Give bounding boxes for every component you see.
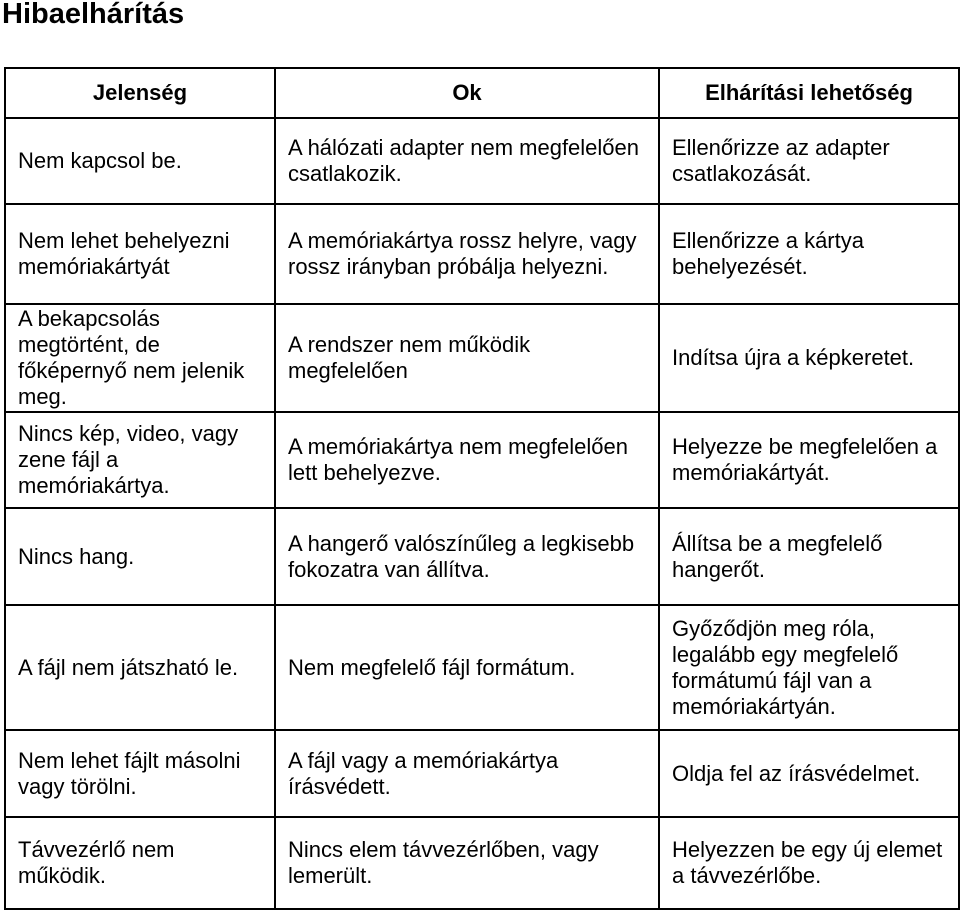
table-row	[5, 730, 959, 817]
solution-cell: Oldja fel az írásvédelmet.	[659, 730, 959, 817]
solution-cell: Győződjön meg róla, legalább egy megfelelő formátumú fájl van a memóriakártyán.	[659, 605, 959, 730]
solution-cell: Állítsa be a megfelelő hangerőt.	[659, 508, 959, 605]
solution-cell: Helyezze be megfelelően a memóriakártyát.	[659, 412, 959, 508]
symptom-cell: Nem lehet fájlt másolni vagy törölni.	[5, 730, 275, 817]
cause-cell: A memóriakártya rossz helyre, vagy rossz irányban próbálja helyezni.	[275, 204, 659, 304]
cause-cell: A fájl vagy a memóriakártya írásvédett.	[275, 730, 659, 817]
symptom-cell: Távvezérlő nem működik.	[5, 817, 275, 909]
troubleshooting-table	[4, 67, 960, 910]
table-row	[5, 605, 959, 730]
header-symptom: Jelenség	[5, 68, 275, 118]
cause-cell: Nincs elem távvezérlőben, vagy lemerült.	[275, 817, 659, 909]
table-row	[5, 508, 959, 605]
table-row	[5, 817, 959, 909]
solution-cell: Ellenőrizze az adapter csatlakozását.	[659, 118, 959, 204]
header-cause: Ok	[275, 68, 659, 118]
cause-cell: A hangerő valószínűleg a legkisebb fokozatra van állítva.	[275, 508, 659, 605]
cause-cell: A hálózati adapter nem megfelelően csatlakozik.	[275, 118, 659, 204]
cause-cell: A memóriakártya nem megfelelően lett behelyezve.	[275, 412, 659, 508]
header-solution: Elhárítási lehetőség	[659, 68, 959, 118]
page-title: Hibaelhárítás	[2, 0, 185, 30]
symptom-cell: Nem kapcsol be.	[5, 118, 275, 204]
table-row	[5, 412, 959, 508]
table-header-row	[5, 68, 959, 118]
symptom-cell: Nincs kép, video, vagy zene fájl a memóriakártya.	[5, 412, 275, 508]
solution-cell: Helyezzen be egy új elemet a távvezérlőbe.	[659, 817, 959, 909]
solution-cell: Indítsa újra a képkeretet.	[659, 304, 959, 412]
table-row	[5, 118, 959, 204]
cause-cell: Nem megfelelő fájl formátum.	[275, 605, 659, 730]
cause-cell: A rendszer nem működik megfelelően	[275, 304, 659, 412]
symptom-cell: A fájl nem játszható le.	[5, 605, 275, 730]
symptom-cell: Nem lehet behelyezni memóriakártyát	[5, 204, 275, 304]
symptom-cell: A bekapcsolás megtörtént, de főképernyő nem jelenik meg.	[5, 304, 275, 412]
solution-cell: Ellenőrizze a kártya behelyezését.	[659, 204, 959, 304]
symptom-cell: Nincs hang.	[5, 508, 275, 605]
table-row	[5, 304, 959, 412]
table-row	[5, 204, 959, 304]
